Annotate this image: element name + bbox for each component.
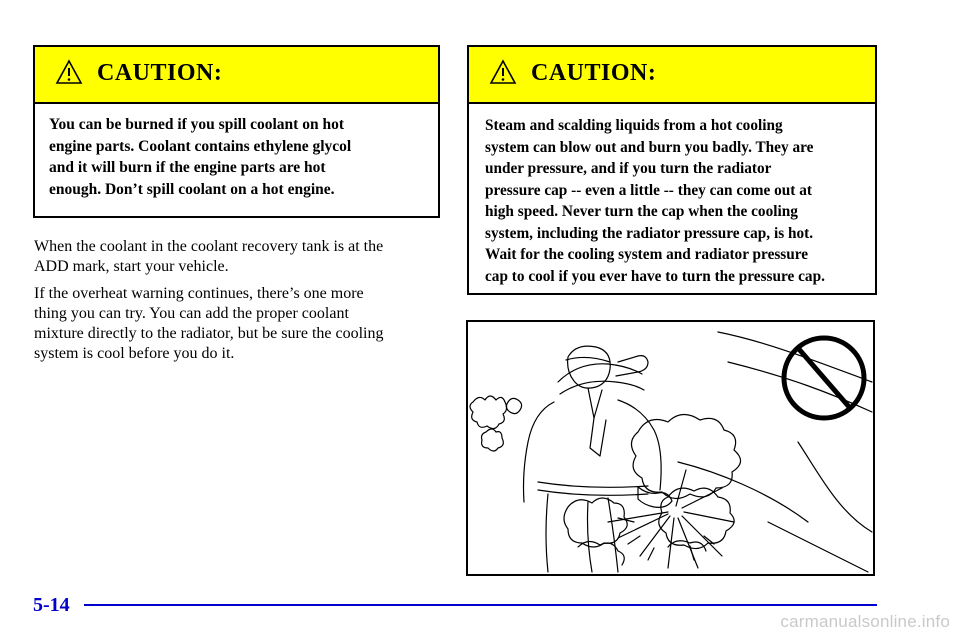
warning-triangle-icon <box>489 59 517 85</box>
caution-text <box>469 104 875 287</box>
paragraph-line: If the overheat warning continues, there’s one more <box>34 285 364 302</box>
caution-text <box>35 104 438 200</box>
caution-box-coolant-burn <box>33 45 440 218</box>
caution-line: Wait for the cooling system and radiator pressure <box>485 246 809 263</box>
caution-box-steam <box>467 45 877 295</box>
paragraph-line: ADD mark, start your vehicle. <box>34 258 229 275</box>
caution-line: engine parts. Coolant contains ethylene glycol <box>49 137 352 155</box>
caution-line: system, including the radiator pressure cap, is hot. <box>485 224 814 242</box>
body-paragraph <box>34 237 444 277</box>
caution-line: under pressure, and if you turn the radiator <box>485 160 772 177</box>
watermark: carmanualsonline.info <box>780 612 950 631</box>
caution-line: Steam and scalding liquids from a hot cooling <box>485 117 783 134</box>
caution-title: CAUTION: <box>531 60 657 86</box>
caution-header <box>469 47 875 104</box>
steam-burn-illustration <box>466 320 875 576</box>
caution-line: and it will burn if the engine parts are hot <box>49 159 326 176</box>
caution-title: CAUTION: <box>97 60 223 86</box>
caution-line: high speed. Never turn the cap when the cooling <box>485 203 798 220</box>
caution-line: You can be burned if you spill coolant on hot <box>49 116 344 133</box>
footer-rule <box>84 604 877 606</box>
paragraph-line: mixture directly to the radiator, but be sure the cooling <box>34 325 384 342</box>
paragraph-line: thing you can try. You can add the proper coolant <box>34 305 349 322</box>
paragraph-line: When the coolant in the coolant recovery tank is at the <box>34 238 384 255</box>
caution-line: system can blow out and burn you badly. They are <box>485 138 814 156</box>
illustration-drawing <box>468 322 873 574</box>
prohibition-icon <box>784 338 864 418</box>
caution-line: enough. Don’t spill coolant on a hot engine. <box>49 180 335 198</box>
page-number: 5-14 <box>33 594 70 616</box>
paragraph-line: system is cool before you do it. <box>34 345 235 362</box>
warning-triangle-icon <box>55 59 83 85</box>
caution-line: cap to cool if you ever have to turn the pressure cap. <box>485 267 825 285</box>
caution-line: pressure cap -- even a little -- they can come out at <box>485 181 812 199</box>
caution-header <box>35 47 438 104</box>
body-paragraph <box>34 284 444 364</box>
